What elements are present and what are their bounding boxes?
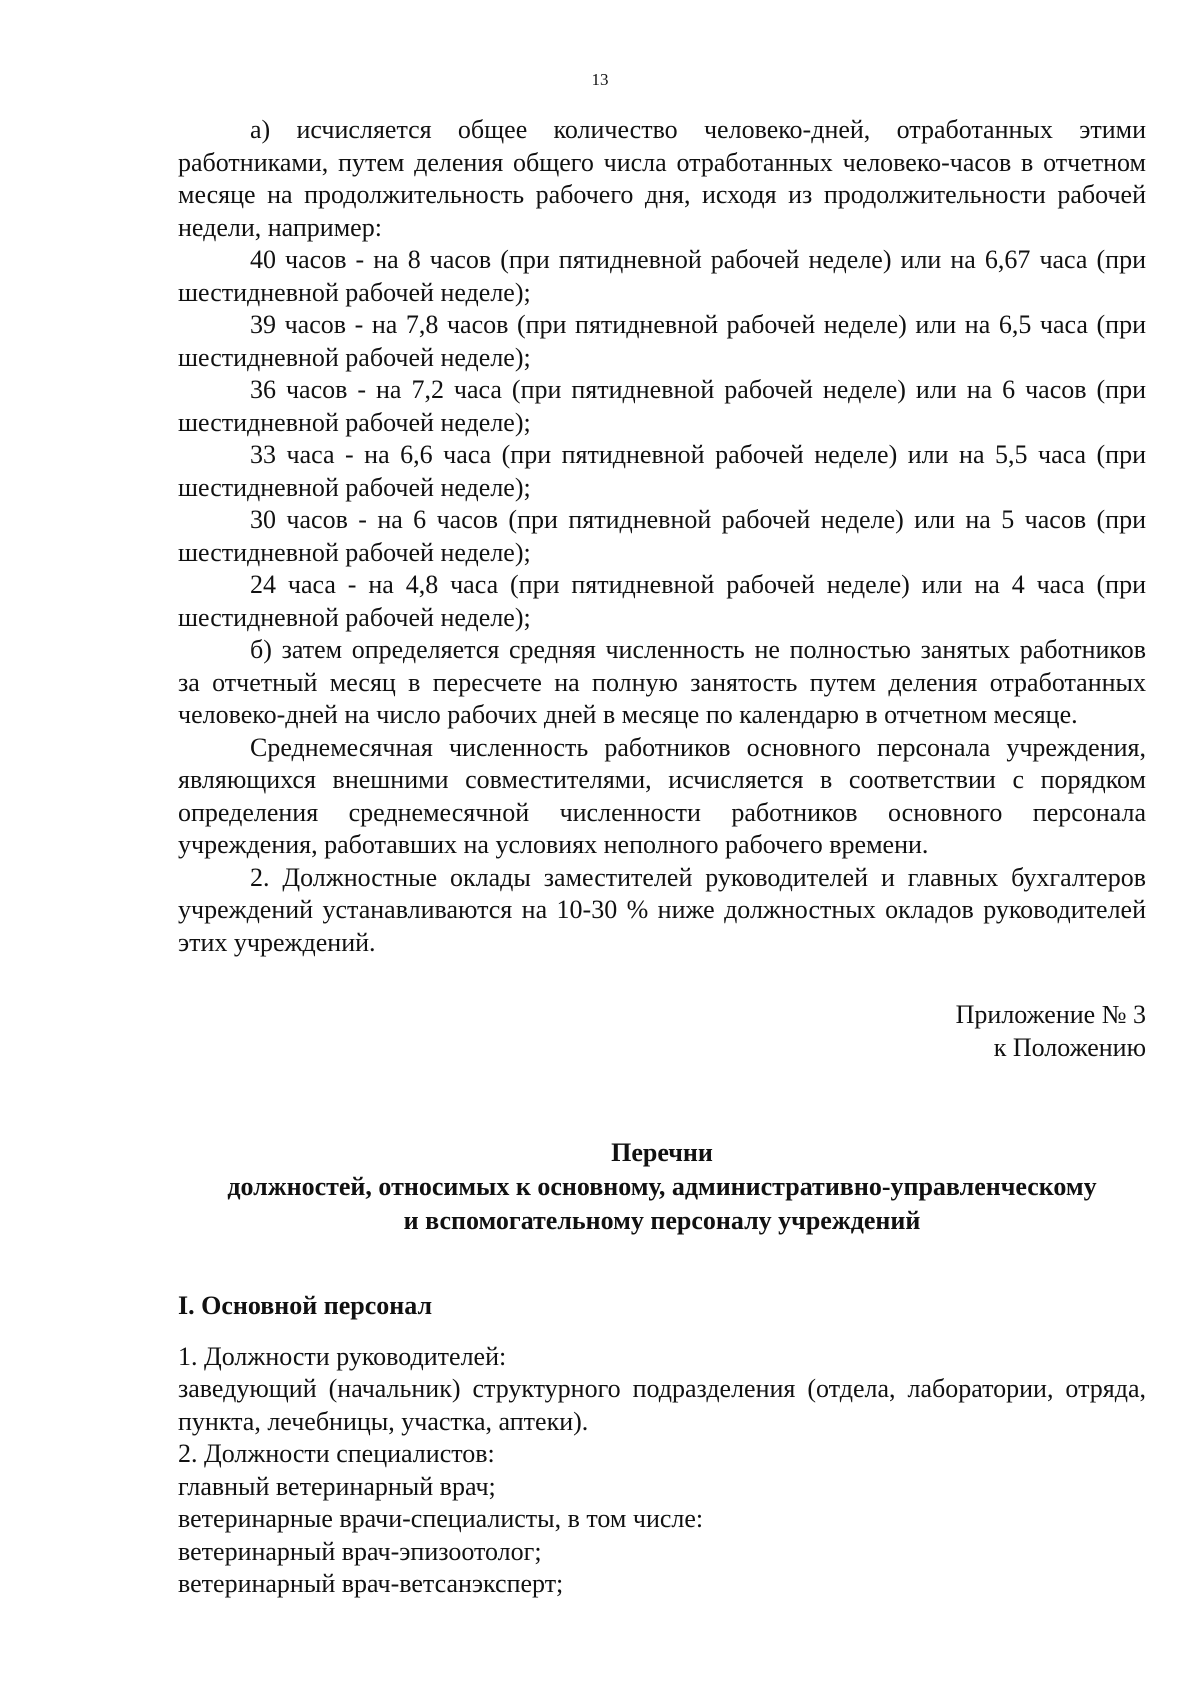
- list-subtitle: должностей, относимых к основному, административно-управленческому: [227, 1172, 1097, 1201]
- list-item: ветеринарные врачи-специалисты, в том числе:: [178, 1504, 704, 1533]
- paragraph: 2. Должностные оклады заместителей руководителей и главных бухгалтеров учреждений устанавливаются на 10-30 % ниже должностных окладов руководителей этих учреждений.: [178, 862, 1146, 957]
- paragraph: 30 часов - на 6 часов (при пятидневной рабочей неделе) или на 5 часов (при шестидневной рабочей неделе);: [178, 505, 1146, 567]
- paragraph: 39 часов - на 7,8 часов (при пятидневной рабочей неделе) или на 6,5 часа (при шестидневной рабочей неделе);: [178, 310, 1146, 372]
- paragraph: 24 часа - на 4,8 часа (при пятидневной рабочей неделе) или на 4 часа (при шестидневной рабочей неделе);: [178, 570, 1146, 632]
- list-item: ветеринарный врач-эпизоотолог;: [178, 1536, 542, 1566]
- list-item: 2. Должности специалистов:: [178, 1439, 495, 1468]
- paragraph: а) исчисляется общее количество человеко-дней, отработанных этими работниками, путем деления общего числа отработанных человеко-часов в отчетном месяце на продолжительность рабочего дня, исходя из продолжительности рабочей недели, например:: [178, 115, 1146, 242]
- page-number: 13: [591, 70, 609, 89]
- list-item: заведующий (начальник) структурного подразделения (отдела, лаборатории, отряда, пункта, лечебницы, участка, аптеки).: [178, 1374, 1146, 1436]
- list-subtitle: и вспомогательному персоналу учреждений: [403, 1206, 921, 1235]
- paragraph: б) затем определяется средняя численность не полностью занятых работников за отчетный месяц в пересчете на полную занятость путем деления отработанных человеко-дней на число рабочих дней в месяце по календарю в отчетном месяце.: [178, 635, 1146, 729]
- appendix-reference: к Положению: [993, 1032, 1146, 1062]
- list-item: главный ветеринарный врач;: [178, 1471, 496, 1501]
- page-content: [178, 114, 1146, 1601]
- list-title: Перечни: [611, 1138, 713, 1167]
- paragraph: 33 часа - на 6,6 часа (при пятидневной рабочей неделе) или на 5,5 часа (при шестидневной рабочей неделе);: [178, 440, 1146, 502]
- paragraph: 40 часов - на 8 часов (при пятидневной рабочей неделе) или на 6,67 часа (при шестидневной рабочей неделе);: [178, 245, 1146, 307]
- list-item: 1. Должности руководителей:: [178, 1341, 507, 1371]
- paragraph: 36 часов - на 7,2 часа (при пятидневной рабочей неделе) или на 6 часов (при шестидневной рабочей неделе);: [178, 375, 1146, 437]
- list-item: ветеринарный врач-ветсанэксперт;: [178, 1569, 564, 1598]
- appendix-label: Приложение № 3: [955, 1000, 1146, 1029]
- paragraph: Среднемесячная численность работников основного персонала учреждения, являющихся внешними совместителями, исчисляется в соответствии с порядком определения среднемесячной численности работников основного персонала учреждения, работавших на условиях неполного рабочего времени.: [178, 732, 1146, 859]
- section-heading: I. Основной персонал: [178, 1291, 433, 1320]
